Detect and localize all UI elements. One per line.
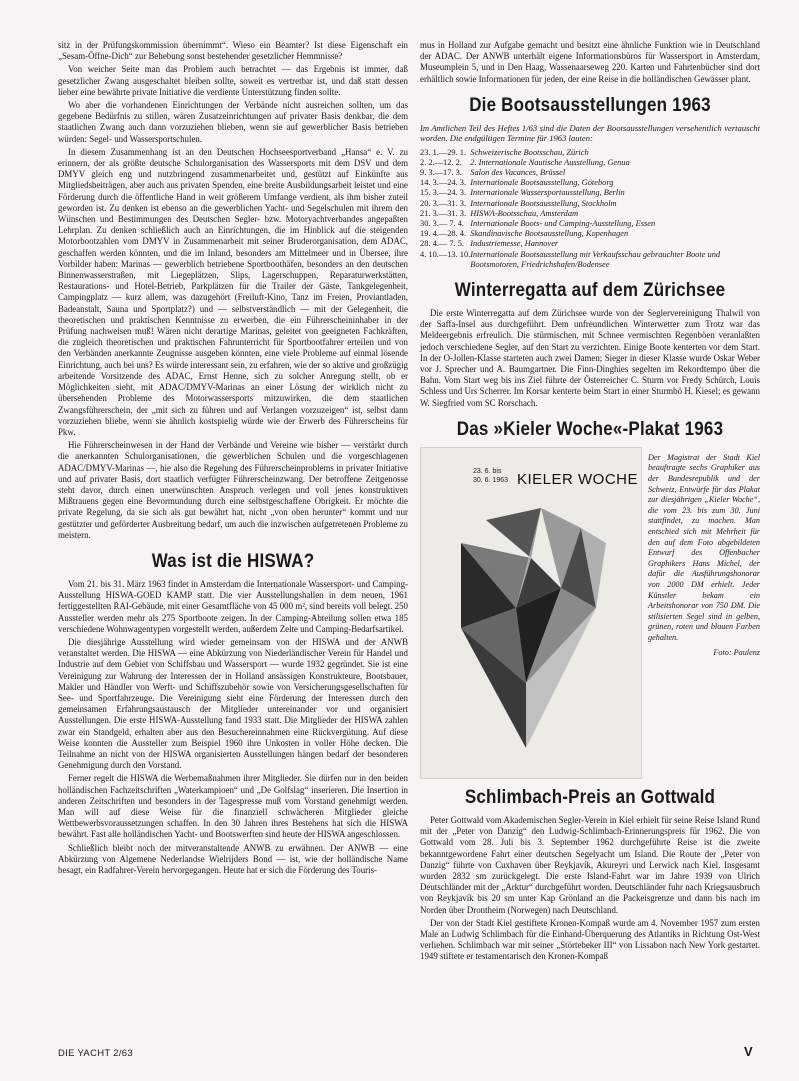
boat-shows-table xyxy=(420,148,760,270)
show-event: Skandinavische Bootsausstellung, Kopenhagen xyxy=(470,229,629,239)
show-event: 2. Internationale Nautische Ausstellung, Genua xyxy=(470,157,630,167)
poster-caption xyxy=(648,453,760,658)
show-date: 4. 10.—13. 10. xyxy=(420,249,471,259)
schlimbach-headline: Schlimbach-Preis an Gottwald xyxy=(464,785,716,808)
paragraph: Ferner regelt die HISWA die Werbemaßnahmen ihrer Mitglieder. Sie dürfen nur in den beiden holländischen Fachzeitschriften „Waterkampioen“ und „De Golfslag“ inserieren. Die Insertion in anderen Zeitschriften und besonders in der Tagespresse muß vom Vorstand genehmigt werden. Man will auf diese Weise für die finanziell schwächeren Mitglieder gleiche Wettbewerbsvoraussetzungen schaffen. In den 30 Jahren ihres Bestehens hat sich die HISWA bewährt. Fast alle holländischen Yacht- und Bootswerften sind heute der HISWA angeschlossen. xyxy=(58,773,408,840)
table-row xyxy=(420,250,760,270)
table-row xyxy=(420,188,760,198)
paragraph: Von weicher Seite man das Problem auch betrachtet — das Ergebnis ist immer, daß gesetzlicher Zwang ausgeschaltet bleiben sollte, soweit es vertretbar ist, und daß statt dessen lieber eine bewährte private Initiative die verdiente Unterstützung finden sollte. xyxy=(58,64,408,97)
show-event: Internationale Wassersportausstellung, Berlin xyxy=(470,188,625,198)
table-row xyxy=(420,219,760,229)
table-row xyxy=(420,148,760,158)
table-row xyxy=(420,199,760,209)
paragraph: In diesem Zusammenhang ist an den Deutschen Hochseesportverband „Hansa“ e. V. zu erinnern, der als größte deutsche Schulorganisation des Wassersports mit dem DSV und dem DMYV gleich eng und nutzbringend zusammenarbeitet und, gestützt auf Einkünfte aus Mitgliedsbeiträgen, aber auch aus privaten Spenden, eine breite Ausbildungsarbeit leistet und eine Förderung durch die öffentliche Hand in weit größerem Umfange verdient, als ihm bisher zuteil geworden ist. Zu denken ist ebenso an die gewerblichen Yacht- und Segelschulen mit ihrem den Wünschen und Bestimmungen des Deutschen Segler- bzw. Motoryachtverbandes angepaßten Lehrplan. Zu denken schließlich auch an Einrichtungen, die im Hinblick auf die steigenden Motorbootzahlen vom DMYV in Zusammenarbeit mit seiner Bruderorganisation, dem ADAC, geschaffen werden könnten, und die im Inland, besonders am Mittelmeer und in Übersee, ihre Vorbilder haben: Marinas — gewerblich betriebene Sportboothäfen, besonders an den deutschen Binnenwasserstraßen, mit Liegeplätzen, Slips, Lagerschuppen, Reparaturwerkstätten, Restaurations- und Hotel-Betrieb, Parkplätzen für die Trailer der Gäste, Tankgelegenheit, Campingplatz — kurz allem, was dazugehört (Freiluft-Kino, Tanz im Freien, Proviantladen, Badeanstalt, Sauna und Sportplatz?) und — selbstverständlich — mit der Gelegenheit, die theoretischen und praktischen Kenntnisse zu erwerben, die ein Führerscheininhaber in der Prüfung nachweisen muß! Wären nicht derartige Marinas, geleitet von geeigneten Fachkräften, die zugleich theoretischen und praktischen Fahrunterricht für Sportbootfahrer erteilen und von den Verbänden anerkannte Zeugnisse ausgeben könnten, eine viele Probleme auf einmal lösende Einrichtung, auch bei uns? Es würde interessant sein, zu erfahren, wie der so aktive und großzügig arbeitende Vorsitzende des ADAC, Ernst Henne, sich zu solcher Anregung stellt, ob er Möglichkeiten sieht, mit ADAC/DMYV-Marinas an einer Lösung der wirklich nicht zu übersehenden Probleme des Motorwassersports mitzuwirken, die dem staatlichen Zwangsführerschein, der „mit sich zu führen und auf Verlangen vorzuzeigen“ ist, selbst dann vorzuziehen bliebe, wenn sie ähnlich kostspielig würde wie der Erwerb des Führerscheins für Pkw. xyxy=(58,146,408,437)
show-event: Salon des Vacances, Brüssel xyxy=(470,168,566,178)
show-date: 15. 3.—24. 3. xyxy=(420,188,467,198)
paragraph: mus in Holland zur Aufgabe gemacht und besitzt eine ähnliche Funktion wie in Deutschland der ADAC. Der ANWB unterhält eigene Informationsbüros für Wassersport in Amsterdam, Museumplein 5, und in Den Haag, Wassenaarseweg 220. Karten und Fahrtenbücher sind dort erhältlich sowie Informationen für jeden, der eine Reise in die holländischen Gewässer plant. xyxy=(420,40,760,84)
paragraph: sitz in der Prüfungskommission übernimmt“. Wieso ein Beamter? Ist diese Eigenschaft ein „Sesam-Öffne-Dich“ zur Behebung sonst bestehender gesetzlicher Hemmnisse? xyxy=(58,40,408,62)
show-date: 28. 4.— 7. 5. xyxy=(420,239,464,249)
poster-title: KIELER WOCHE xyxy=(517,470,639,488)
right-column xyxy=(420,40,760,965)
show-date: 20. 3.—31. 3. xyxy=(420,198,467,208)
boat-shows-headline: Die Bootsausstellungen 1963 xyxy=(469,93,711,116)
winter-regatta-headline: Winterregatta auf dem Zürichsee xyxy=(454,278,726,301)
show-date: 21. 3.—31. 3. xyxy=(420,208,467,218)
paragraph: Hie Führerscheinwesen in der Hand der Verbände und Vereine wie bisher — verstärkt durch die anerkannten Schulorganisationen, die gewerblichen Schulen und die vorgeschlagenen ADAC/DMYV-Marinas —, hie also die Regelung des Führerscheinproblems in privater Initiative und auf privater Basis, dort staatlich verfügter Führerscheinzwang. Der betroffene Zeitgenosse steht davor, durch einen unerwünschten Anspruch verlegen und voll jenes konstruktiven Mißtrauens gegen eine Bevormundung durch eine selbstgeschaffene Obrigkeit. Er möchte die private Regelung, da sie sich als gut bewährt hat, nicht „von oben herunter“ kommt und nur gestützter und geförderter Ausbreitung bedarf, um auch die inzwischen aufgetretenen Probleme zu meistern. xyxy=(58,440,408,540)
paragraph: Peter Gottwald vom Akademischen Segler-Verein in Kiel erhielt für seine Reise Island Rund mit der „Peter von Danzig“ den Ludwig-Schlimbach-Erinnerungspreis für 1962. Die von Gottwald vom 28. Juli bis 3. September 1962 durchgeführte Reise ist die zweite bekanntgewordene Fahrt einer deutschen Segelyacht um Island. Die Route der „Peter von Danzig“ führte von Cuxhaven über Reykjavík, Akureyri und Lerwick nach Kiel. Insgesamt wurden 2832 sm zurückgelegt. Die erste Island-Fahrt war im Jahre 1939 von Ulrich Deutschländer mit der „Arktur“ durchgeführt worden. Deutschländer fuhr nach Kriegsausbruch von Reykjavík bis 20 sm unter Kap Grönland an die Packeisgrenze und dann bis nach im Norden über Drontheim (Norwegen) nach Deutschland. xyxy=(420,814,760,915)
footer-page-number: V xyxy=(744,1044,753,1059)
show-event: Internationale Bootsausstellung mit Verkaufsschau gebrauchter Boote und Bootsmotoren, Friedrichshafen/Bodensee xyxy=(470,249,721,269)
show-date: 9. 3.—17. 3. xyxy=(420,168,462,178)
paragraph: Vom 21. bis 31. März 1963 findet in Amsterdam die Internationale Wassersport- und Camping-Ausstellung HISWA-GOED KAMP statt. Die vier Ausstellungshallen in dem neuen, 1961 fertiggestellten RAI-Gebäude, mit einer Gesamtfläche von 45 000 m², sind bereits voll belegt. 250 Aussteller werden mehr als 275 Sportboote zeigen. In der Camping-Abteilung sollen etwa 185 verschiedene Wohnwagentypen vorgestellt werden, außerdem Zelte und Camping-Bedarfsartikel. xyxy=(58,578,408,634)
kieler-woche-poster-image xyxy=(420,447,642,779)
show-date: 30. 3.— 7. 4. xyxy=(420,219,464,229)
table-row xyxy=(420,158,760,168)
paragraph: Der von der Stadt Kiel gestiftete Kronen-Kompaß wurde am 4. November 1957 zum ersten Male an Ludwig Schlimbach für die Einhand-Überquerung des Atlantiks in Richtung Ost-West verliehen. Schlimbach war mit seiner „Störtebeker III“ von Lissabon nach New York gestartet. 1949 stiftete er testamentarisch den Kronen-Kompaß xyxy=(420,917,760,962)
paragraph: Schließlich bleibt noch der mitveranstaltende ANWB zu erwähnen. Der ANWB — eine Abkürzung von Algemene Nederlandse Wielrijders Bond — ist, wie der holländische Name besagt, ein Radfahrer-Verein hervorgegangen. Heute hat er sich die Förderung des Touris- xyxy=(58,842,408,876)
left-column xyxy=(58,40,408,878)
footer-publication: DIE YACHT 2/63 xyxy=(58,1048,133,1059)
poster-block xyxy=(420,447,760,777)
show-event: HISWA-Bootsschau, Amsterdam xyxy=(470,208,579,218)
show-date: 19. 4.—28. 4. xyxy=(420,229,467,239)
boat-shows-lead: Im Amtlichen Teil des Heftes 1/63 sind die Daten der Bootsausstellungen versehentlich vertauscht worden. Die endgültigen Termine für 1963 lauten: xyxy=(420,122,760,144)
show-event: Internationale Boots- und Camping-Ausstellung, Essen xyxy=(470,219,656,229)
show-event: Schweizerische Bootsschau, Zürich xyxy=(470,147,589,157)
table-row xyxy=(420,209,760,219)
table-row xyxy=(420,229,760,239)
table-row xyxy=(420,239,760,249)
show-event: Internationale Bootsausstellung, Göteborg xyxy=(470,178,614,188)
show-date: 14. 3.—24. 3. xyxy=(420,178,467,188)
show-date: 2. 2.—12. 2. xyxy=(420,157,462,167)
show-date: 23. 1.—29. 1. xyxy=(420,147,467,157)
caption-text: Der Magistrat der Stadt Kiel beauftragte sechs Graphiker aus der Bundesrepublik und der Schweiz, Entwürfe für das Plakat zur diesjährigen „Kieler Woche“, die vom 23. bis zum 30. Juni stattfindet, zu machen. Man entschied sich mit Mehrheit für den auf dem Foto abgebildeten Entwurf des Offenbacher Graphikers Hans Michel, der dafür die Ausführungshonorar von 2000 DM erhielt. Jeder Künstler bekam ein Arbeitshonorar von 750 DM. Die stilisierten Segel sind in gelben, grünen, roten und blauen Farben gehalten. xyxy=(648,452,760,642)
kiel-poster-headline: Das »Kieler Woche«-Plakat 1963 xyxy=(456,417,724,440)
hiswa-headline: Was ist die HISWA? xyxy=(151,549,315,572)
table-row xyxy=(420,168,760,178)
poster-dates: 23. 6. bis 30. 6. 1963 xyxy=(473,467,509,484)
paragraph: Die erste Winterregatta auf dem Zürichsee wurde von der Seglervereinigung Thalwil von der Saffa-Insel aus durchgeführt. Dem unfreundlichen Winterwetter zum Trotz war das Meldeergebnis erfreulich. Die stürmischen, mit Schnee vermischten Regenböen veranlaßten jedoch verschiedene Segler, auf den Start zu verzichten. Einige Boote kenterten vor dem Start. In der O-Jollen-Klasse starteten auch zwei Damen; Sieger in dieser Klasse wurde Oskar Weber vor J. Sprecher und A. Baumgartner. Die Finn-Dinghies segelten im Rekordtempo über die Bahn. Vom Start weg bis ins Ziel führte der Österreicher C. Sturm vor Fredy Schürch, Louis Schless und Urs Scherrer. Im Korsar kenterte beim Start in einer Sturmbö H. Kiesel; es gewann W. Siegfried vom SC Rorschach. xyxy=(420,308,760,408)
paragraph: Die diesjährige Ausstellung wird wieder gemeinsam von der HISWA und der ANWB veranstaltet werden. Die HISWA — eine Abkürzung von Niederländischer Verein für Handel und Industrie auf dem Gebiet von Schiffsbau und Wassersport — wurde 1932 gegründet. Sie ist eine Vereinigung zur Wahrung der Interessen der in Holland ansässigen Konstrukteure, Bootsbauer, Makler und Händler von Werft- und Schiffszubehör sowie von Versicherungsgesellschaften für See- und Sportfahrzeuge. Die Vereinigung sieht eine Förderung der Interessen durch den gemeinsamen Erfahrungsaustausch der Mitglieder untereinander vor und organisiert Ausstellungen. Die erste HISWA-Ausstellung fand 1933 statt. Die Mitglieder der HISWA zahlen zwar ein Standgeld, erhalten aber aus den Besuchereinnahmen eine Rückvergütung. Auf diese Weise konnten die Aussteller zum Beispiel 1960 ihre Unkosten in voller Höhe decken. Die Teilnahme an nicht von der HISWA organisierten Ausstellungen hängen bedarf der besonderen Genehmigung durch den Vorstand. xyxy=(58,636,408,771)
show-event: Industriemesse, Hannover xyxy=(470,239,559,249)
paragraph: Wo aber die vorhandenen Einrichtungen der Verbände nicht ausreichen sollten, um das gegebene Bedürfnis zu stillen, wären Zusatzeinrichtungen auf privater Basis denkbar, die dem staatlichen Zwang auch dann vorzuziehen blieben, wenn sie auf gewerblicher Basis betrieben würden: Segel- und Wassersportschulen. xyxy=(58,100,408,144)
poster-graphic xyxy=(421,448,641,778)
show-event: Internationale Bootsausstellung, Stockholm xyxy=(470,198,617,208)
photo-credit: Foto: Paulenz xyxy=(713,647,760,657)
table-row xyxy=(420,178,760,188)
